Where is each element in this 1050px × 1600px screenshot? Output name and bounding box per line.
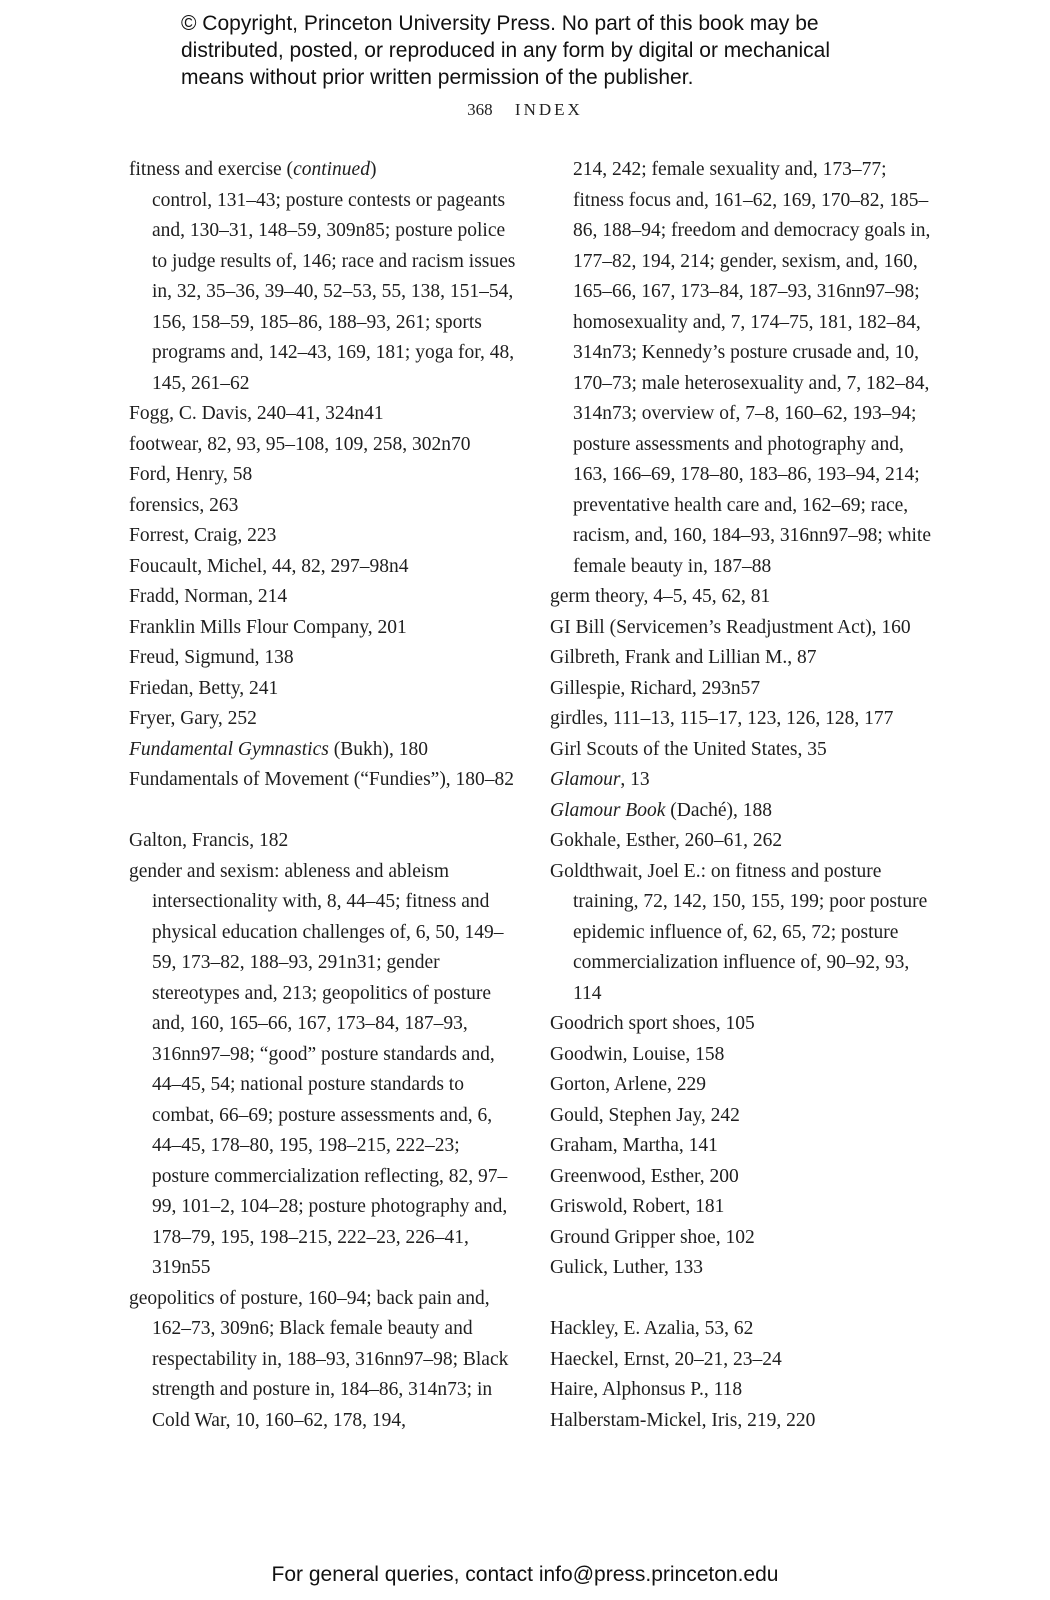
- index-entry: Gillespie, Richard, 293n57: [550, 677, 761, 699]
- index-entry: Griswold, Robert, 181: [550, 1196, 725, 1217]
- index-entry: Graham, Martha, 141: [550, 1135, 718, 1156]
- index-entry: geopolitics of posture, 160–94; back pain and, 162–73, 309n6; Black female beauty and respectability in, 188–93, 316nn97–98; Black strength and posture in, 184–86, 314n73; in Cold War, 10, 160–62, 178, 194,: [129, 1287, 509, 1431]
- copyright-notice: [181, 10, 941, 91]
- index-entry: forensics, 263: [129, 494, 239, 516]
- index-entry: Forrest, Craig, 223: [129, 525, 277, 546]
- index-entry: Goldthwait, Joel E.: on fitness and posture training, 72, 142, 150, 155, 199; poor posture epidemic influence of, 62, 65, 72; posture commercialization influence of, 90–92, 93, 114: [550, 860, 928, 1004]
- section-title: INDEX: [514, 100, 583, 119]
- index-entry: Glamour, 13: [550, 769, 650, 790]
- index-entry: gender and sexism: ableness and ableism intersectionality with, 8, 44–45; fitness and physical education challenges of, 6, 50, 149–59, 173–82, 188–93, 291n31; gender stereotypes and, 213; geopolitics of posture and, 160, 165–66, 167, 173–84, 187–93, 316nn97–98; “good” posture standards and, 44–45, 54; national posture standards to combat, 66–69; posture assessments and, 6, 44–45, 178–80, 195, 198–215, 222–23; posture commercialization reflecting, 82, 97–99, 101–2, 104–28; posture photography and, 178–79, 195, 198–215, 222–23, 226–41, 319n55: [129, 860, 508, 1278]
- index-entry: Fundamentals of Movement (“Fundies”), 180–82: [129, 769, 515, 790]
- index-entry: GI Bill (Servicemen’s Readjustment Act), 160: [550, 616, 911, 638]
- index-entry: Fryer, Gary, 252: [129, 708, 257, 729]
- index-entry: fitness and exercise (continued): [129, 159, 377, 180]
- index-column-right: [550, 155, 940, 1436]
- index-column-left: [129, 155, 519, 1436]
- contact-footer: For general queries, contact info@press.princeton.edu: [271, 1563, 779, 1586]
- index-entry: Goodrich sport shoes, 105: [550, 1013, 755, 1034]
- letter-group-gap: [129, 796, 519, 827]
- index-entry: Ford, Henry, 58: [129, 464, 253, 485]
- index-entry: Glamour Book (Daché), 188: [550, 799, 773, 821]
- index-entry: Girl Scouts of the United States, 35: [550, 738, 827, 760]
- page-number: 368: [467, 100, 493, 119]
- index-entry: Fundamental Gymnastics (Bukh), 180: [129, 738, 428, 760]
- copyright-line: distributed, posted, or reproduced in any form by digital or mechanical: [181, 39, 831, 62]
- index-entry: Goodwin, Louise, 158: [550, 1043, 725, 1065]
- index-entry: Friedan, Betty, 241: [129, 677, 279, 699]
- index-entry: germ theory, 4–5, 45, 62, 81: [550, 586, 771, 607]
- index-entry: girdles, 111–13, 115–17, 123, 126, 128, 177: [550, 708, 894, 729]
- index-entry: Fradd, Norman, 214: [129, 586, 288, 607]
- index-entry: Franklin Mills Flour Company, 201: [129, 616, 407, 638]
- index-entry: Haire, Alphonsus P., 118: [550, 1379, 743, 1400]
- copyright-line: means without prior written permission of the publisher.: [181, 66, 694, 89]
- index-entry: Haeckel, Ernst, 20–21, 23–24: [550, 1348, 782, 1370]
- index-entry: Galton, Francis, 182: [129, 830, 289, 851]
- copyright-line: © Copyright, Princeton University Press. No part of this book may be: [181, 12, 819, 35]
- index-entry: Greenwood, Esther, 200: [550, 1165, 739, 1187]
- index-entry: Gorton, Arlene, 229: [550, 1074, 706, 1095]
- index-entry: Gulick, Luther, 133: [550, 1257, 704, 1278]
- letter-group-gap: [550, 1284, 940, 1315]
- index-entry: footwear, 82, 93, 95–108, 109, 258, 302n70: [129, 433, 471, 455]
- index-entry: Fogg, C. Davis, 240–41, 324n41: [129, 403, 384, 424]
- index-entry: Freud, Sigmund, 138: [129, 647, 294, 668]
- running-head: [0, 100, 1050, 120]
- index-entry: Foucault, Michel, 44, 82, 297–98n4: [129, 555, 409, 577]
- index-entry-continuation: control, 131–43; posture contests or pageants and, 130–31, 148–59, 309n85; posture police to judge results of, 146; race and racism issues in, 32, 35–36, 39–40, 52–53, 55, 138, 151–54, 156, 158–59, 185–86, 188–93, 261; sports programs and, 142–43, 169, 181; yoga for, 48, 145, 261–62: [152, 189, 516, 394]
- index-entry: Gokhale, Esther, 260–61, 262: [550, 830, 783, 851]
- index-entry: Halberstam-Mickel, Iris, 219, 220: [550, 1409, 816, 1431]
- index-entry-continuation: 214, 242; female sexuality and, 173–77; fitness focus and, 161–62, 169, 170–82, 185–86, 188–94; freedom and democracy goals in, 177–82, 194, 214; gender, sexism, and, 160, 165–66, 167, 173–84, 187–93, 316nn97–98; homosexuality and, 7, 174–75, 181, 182–84, 314n73; Kennedy’s posture crusade and, 10, 170–73; male heterosexuality and, 7, 182–84, 314n73; overview of, 7–8, 160–62, 193–94; posture assessments and photography and, 163, 166–69, 178–80, 183–86, 193–94, 214; preventative health care and, 162–69; race, racism, and, 160, 184–93, 316nn97–98; white female beauty in, 187–88: [573, 159, 931, 577]
- index-entry: Ground Gripper shoe, 102: [550, 1226, 755, 1248]
- index-entry: Gould, Stephen Jay, 242: [550, 1104, 740, 1126]
- index-entry: Gilbreth, Frank and Lillian M., 87: [550, 647, 817, 668]
- index-entry: Hackley, E. Azalia, 53, 62: [550, 1318, 754, 1339]
